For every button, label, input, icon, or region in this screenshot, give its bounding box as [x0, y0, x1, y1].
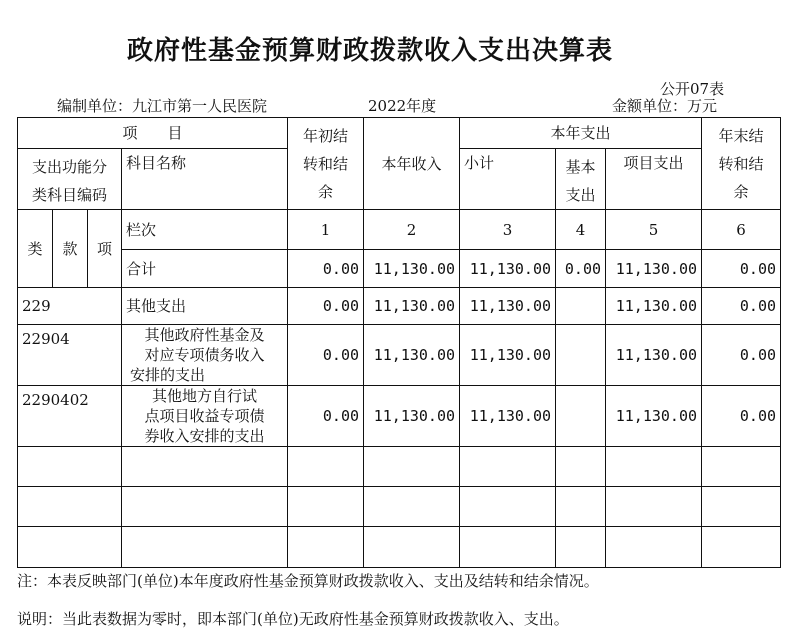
- report-title: 政府性基金预算财政拨款收入支出决算表: [126, 36, 613, 66]
- header-column-label: 栏次: [122, 210, 288, 250]
- row-name-line: 券收入安排的支出: [144, 427, 265, 445]
- row-value: 11,130.00: [364, 288, 460, 325]
- row-name-line: 其他地方自行试: [152, 387, 258, 405]
- col-num-5: 5: [606, 210, 702, 250]
- row-name: 其他支出: [122, 288, 288, 325]
- form-code: 公开07表: [660, 80, 725, 98]
- row-value: [556, 325, 606, 386]
- currency-label: 金额单位：万元: [612, 97, 718, 115]
- col-num-2: 2: [364, 210, 460, 250]
- budget-table: [17, 117, 781, 568]
- table-row: [18, 386, 781, 447]
- row-name-line: 其他政府性基金及: [144, 326, 265, 344]
- total-value-2: 11,130.00: [364, 250, 460, 288]
- col-num-6: 6: [702, 210, 781, 250]
- row-code: 2290402: [18, 386, 122, 447]
- row-value: 0.00: [702, 288, 781, 325]
- col-num-3: 3: [460, 210, 556, 250]
- row-value: 11,130.00: [364, 386, 460, 447]
- col-num-4: 4: [556, 210, 606, 250]
- header-begin-line3: 余: [318, 182, 334, 201]
- row-value: 0.00: [702, 325, 781, 386]
- header-subject-name: 科目名称: [122, 149, 288, 210]
- header-func-code-line1: 支出功能分: [31, 158, 107, 176]
- total-value-1: 0.00: [288, 250, 364, 288]
- header-begin-line1: 年初结: [303, 126, 349, 145]
- header-end-line1: 年末结: [718, 126, 764, 145]
- row-value: 0.00: [288, 325, 364, 386]
- row-name-line: 点项目收益专项债: [144, 407, 265, 425]
- header-project: 项 目: [18, 118, 288, 149]
- header-income: 本年收入: [364, 118, 460, 210]
- unit-label: 编制单位：九江市第一人民医院: [57, 97, 268, 115]
- footnote-note: 注：本表反映部门(单位)本年度政府性基金预算财政拨款收入、支出及结转和结余情况。: [17, 572, 599, 590]
- header-project-exp: 项目支出: [606, 149, 702, 210]
- empty-row: [18, 447, 781, 487]
- header-subtotal: 小计: [460, 149, 556, 210]
- empty-row: [18, 527, 781, 568]
- table-row: [18, 288, 781, 325]
- row-value: 11,130.00: [606, 386, 702, 447]
- row-code: 22904: [18, 325, 122, 386]
- total-value-4: 0.00: [556, 250, 606, 288]
- header-func-code-line2: 类科目编码: [31, 186, 107, 204]
- row-name-line: 对应专项债务收入: [144, 346, 265, 364]
- header-lei: 类: [18, 210, 53, 288]
- header-basic-line1: 基本: [565, 158, 596, 176]
- empty-row: [18, 487, 781, 527]
- header-func-code: [18, 149, 122, 210]
- row-value: 0.00: [702, 386, 781, 447]
- row-name-line: 安排的支出: [130, 366, 206, 384]
- row-value: 11,130.00: [606, 325, 702, 386]
- row-value: 11,130.00: [460, 288, 556, 325]
- header-begin-balance: [288, 118, 364, 210]
- header-expenditure: 本年支出: [460, 118, 702, 149]
- row-value: 11,130.00: [364, 325, 460, 386]
- row-value: 11,130.00: [460, 386, 556, 447]
- header-end-line3: 余: [733, 182, 749, 201]
- header-xiang: 项: [88, 210, 122, 288]
- total-value-3: 11,130.00: [460, 250, 556, 288]
- row-value: 0.00: [288, 288, 364, 325]
- header-end-balance: [702, 118, 781, 210]
- header-begin-line2: 转和结: [303, 154, 349, 173]
- total-value-6: 0.00: [702, 250, 781, 288]
- total-label: 合计: [122, 250, 288, 288]
- col-num-1: 1: [288, 210, 364, 250]
- header-basic: [556, 149, 606, 210]
- header-basic-line2: 支出: [565, 186, 596, 204]
- row-value: 11,130.00: [460, 325, 556, 386]
- header-kuan: 款: [53, 210, 88, 288]
- row-value: 11,130.00: [606, 288, 702, 325]
- row-name: [122, 386, 288, 447]
- table-row: [18, 325, 781, 386]
- year-label: 2022年度: [368, 97, 437, 115]
- row-name: [122, 325, 288, 386]
- row-code: 229: [18, 288, 122, 325]
- row-value: [556, 288, 606, 325]
- total-value-5: 11,130.00: [606, 250, 702, 288]
- footnote-explanation: 说明：当此表数据为零时，即本部门(单位)无政府性基金预算财政拨款收入、支出。: [17, 610, 569, 628]
- header-end-line2: 转和结: [718, 154, 764, 173]
- row-value: 0.00: [288, 386, 364, 447]
- row-value: [556, 386, 606, 447]
